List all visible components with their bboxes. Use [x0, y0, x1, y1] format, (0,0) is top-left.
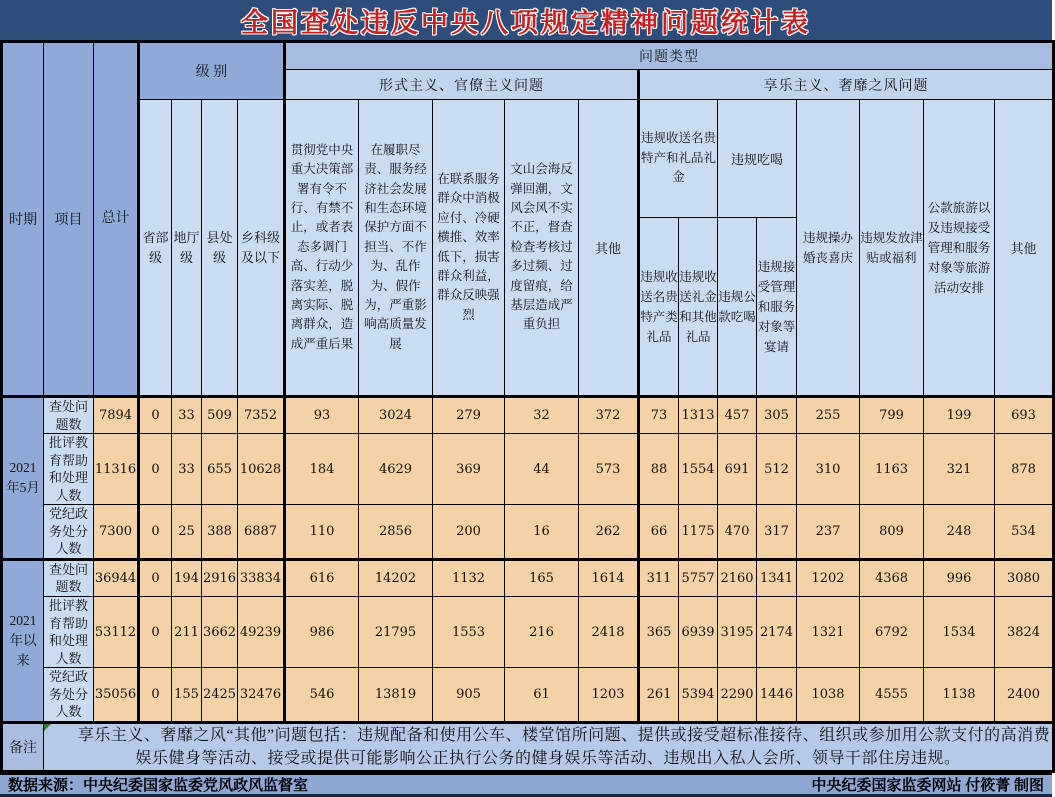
- data-cell: 1321: [797, 597, 860, 668]
- data-cell: 1038: [797, 668, 860, 723]
- data-cell: 1203: [579, 668, 639, 723]
- data-source-text: 数据来源：中央纪委国家监委党风政风监督室: [8, 778, 309, 795]
- remark-text: 享乐主义、奢靡之风“其他”问题包括：违规配备和使用公车、楼堂馆所问题、提供或接受超标准接待、组织或参加用公款支付的高消费娱乐健身等活动、接受或提供可能影响公正执行公务的健身娱乐等活动、违规出入私人会所、领导干部住房违规。: [77, 726, 1051, 768]
- col-group-formalism: 形式主义、官僚主义问题: [285, 70, 639, 100]
- data-cell: 66: [639, 505, 679, 560]
- data-cell: 194: [172, 559, 202, 596]
- data-cell: 237: [797, 505, 860, 560]
- data-cell: 1614: [579, 559, 639, 596]
- data-cell: 1341: [757, 559, 797, 596]
- table-row: [2, 597, 1054, 668]
- title-band: [0, 0, 1052, 40]
- data-cell: 0: [139, 559, 172, 596]
- col-header-formalism-1: 贯彻党中央重大决策部署有令不行、有禁不止，或者表态多调门高、行动少落实差，脱离实际、脱离群众，造成严重后果: [285, 100, 359, 397]
- data-cell: 36944: [94, 559, 139, 596]
- data-cell: 799: [860, 397, 924, 434]
- data-cell: 369: [433, 434, 505, 505]
- col-header-total: 总计: [94, 42, 139, 397]
- data-cell: 7300: [94, 505, 139, 560]
- table-row: [2, 397, 1054, 434]
- col-header-provincial: 省部级: [139, 100, 172, 397]
- data-cell: 0: [139, 505, 172, 560]
- data-cell: 216: [505, 597, 579, 668]
- data-cell: 33: [172, 397, 202, 434]
- data-cell: 2160: [718, 559, 757, 596]
- data-cell: 546: [285, 668, 359, 723]
- data-cell: 809: [860, 505, 924, 560]
- data-cell: 691: [718, 434, 757, 505]
- data-cell: 248: [924, 505, 995, 560]
- data-cell: 25: [172, 505, 202, 560]
- data-cell: 693: [995, 397, 1054, 434]
- data-cell: 262: [579, 505, 639, 560]
- data-cell: 986: [285, 597, 359, 668]
- data-cell: 1554: [679, 434, 718, 505]
- data-cell: 1313: [679, 397, 718, 434]
- data-cell: 11316: [94, 434, 139, 505]
- col-group-problem-type: 问题类型: [285, 42, 1054, 70]
- col-group-hedonism: 享乐主义、奢靡之风问题: [639, 70, 1054, 100]
- data-cell: 5394: [679, 668, 718, 723]
- data-cell: 2418: [579, 597, 639, 668]
- data-cell: 573: [579, 434, 639, 505]
- data-cell: 3824: [995, 597, 1054, 668]
- data-cell: 1553: [433, 597, 505, 668]
- col-header-gifts-specialty: 违规收送名贵特产类礼品: [639, 218, 679, 397]
- data-cell: 165: [505, 559, 579, 596]
- data-cell: 279: [433, 397, 505, 434]
- data-cell: 512: [757, 434, 797, 505]
- data-cell: 93: [285, 397, 359, 434]
- col-header-wedding-funeral: 违规操办婚丧喜庆: [797, 100, 860, 397]
- data-cell: 457: [718, 397, 757, 434]
- col-header-formalism-3: 在联系服务群众中消极应付、冷硬横推、效率低下，损害群众利益，群众反映强烈: [433, 100, 505, 397]
- data-cell: 388: [202, 505, 238, 560]
- col-header-gifts-money: 违规收送礼金和其他礼品: [679, 218, 718, 397]
- data-cell: 33: [172, 434, 202, 505]
- data-cell: 4555: [860, 668, 924, 723]
- comment-marker-triangle: [44, 724, 51, 731]
- data-cell: 211: [172, 597, 202, 668]
- data-cell: 2174: [757, 597, 797, 668]
- table-body: [2, 397, 1054, 723]
- data-cell: 0: [139, 397, 172, 434]
- data-cell: 1132: [433, 559, 505, 596]
- data-cell: 4629: [359, 434, 433, 505]
- data-cell: 6887: [238, 505, 285, 560]
- row-label: 党纪政务处分人数: [44, 505, 94, 560]
- data-cell: 365: [639, 597, 679, 668]
- data-cell: 1163: [860, 434, 924, 505]
- data-cell: 4368: [860, 559, 924, 596]
- table-row: [2, 505, 1054, 560]
- col-header-formalism-4: 文山会海反弹回潮，文风会风不实不正，督查检查考核过多过频、过度留痕，给基层造成严重负担: [505, 100, 579, 397]
- data-cell: 35056: [94, 668, 139, 723]
- data-cell: 255: [797, 397, 860, 434]
- data-cell: 5757: [679, 559, 718, 596]
- col-header-township: 乡科级及以下: [238, 100, 285, 397]
- data-cell: 0: [139, 597, 172, 668]
- data-cell: 878: [995, 434, 1054, 505]
- data-cell: 16: [505, 505, 579, 560]
- data-cell: 2856: [359, 505, 433, 560]
- data-cell: 2916: [202, 559, 238, 596]
- col-header-public-travel: 公款旅游以及违规接受管理和服务对象等旅游活动安排: [924, 100, 995, 397]
- data-cell: 200: [433, 505, 505, 560]
- col-header-county: 县处级: [202, 100, 238, 397]
- data-cell: 1534: [924, 597, 995, 668]
- col-header-prefecture: 地厅级: [172, 100, 202, 397]
- data-cell: 1446: [757, 668, 797, 723]
- remark-content: [44, 722, 1054, 771]
- period-label: 2021年以来: [2, 559, 44, 722]
- row-label: 党纪政务处分人数: [44, 668, 94, 723]
- data-cell: 3195: [718, 597, 757, 668]
- data-cell: 3024: [359, 397, 433, 434]
- table-row: [2, 559, 1054, 596]
- data-cell: 73: [639, 397, 679, 434]
- data-cell: 14202: [359, 559, 433, 596]
- col-header-allowance: 违规发放津贴或福利: [860, 100, 924, 397]
- data-cell: 1202: [797, 559, 860, 596]
- row-label: 批评教育帮助和处理人数: [44, 434, 94, 505]
- data-cell: 509: [202, 397, 238, 434]
- col-header-formalism-other: 其他: [579, 100, 639, 397]
- statistics-table: [0, 40, 1055, 773]
- data-cell: 261: [639, 668, 679, 723]
- data-cell: 905: [433, 668, 505, 723]
- col-header-period: 时期: [2, 42, 44, 397]
- data-cell: 7352: [238, 397, 285, 434]
- data-cell: 1175: [679, 505, 718, 560]
- credit-text: 中央纪委国家监委网站 付筱菁 制图: [811, 778, 1044, 795]
- col-group-level: 级 别: [139, 42, 285, 100]
- data-cell: 0: [139, 668, 172, 723]
- data-cell: 310: [797, 434, 860, 505]
- data-cell: 317: [757, 505, 797, 560]
- data-cell: 110: [285, 505, 359, 560]
- col-header-public-funds-dining: 违规公款吃喝: [718, 218, 757, 397]
- data-cell: 32: [505, 397, 579, 434]
- page-title: 全国查处违反中央八项规定精神问题统计表: [241, 7, 811, 38]
- data-cell: 470: [718, 505, 757, 560]
- data-cell: 33834: [238, 559, 285, 596]
- data-cell: 311: [639, 559, 679, 596]
- data-cell: 996: [924, 559, 995, 596]
- data-cell: 199: [924, 397, 995, 434]
- data-cell: 1138: [924, 668, 995, 723]
- data-cell: 10628: [238, 434, 285, 505]
- data-cell: 2400: [995, 668, 1054, 723]
- data-cell: 321: [924, 434, 995, 505]
- footer-band: [0, 773, 1052, 797]
- row-label: 批评教育帮助和处理人数: [44, 597, 94, 668]
- data-cell: 61: [505, 668, 579, 723]
- table-row: [2, 434, 1054, 505]
- data-cell: 655: [202, 434, 238, 505]
- col-group-eat-drink: 违规吃喝: [718, 100, 797, 218]
- data-cell: 534: [995, 505, 1054, 560]
- data-cell: 372: [579, 397, 639, 434]
- col-group-gifts: 违规收送名贵特产和礼品礼金: [639, 100, 718, 218]
- data-cell: 3662: [202, 597, 238, 668]
- data-cell: 49239: [238, 597, 285, 668]
- data-cell: 2290: [718, 668, 757, 723]
- data-cell: 44: [505, 434, 579, 505]
- data-cell: 155: [172, 668, 202, 723]
- data-cell: 13819: [359, 668, 433, 723]
- data-cell: 3080: [995, 559, 1054, 596]
- data-cell: 0: [139, 434, 172, 505]
- data-cell: 6792: [860, 597, 924, 668]
- data-cell: 184: [285, 434, 359, 505]
- data-cell: 88: [639, 434, 679, 505]
- data-cell: 305: [757, 397, 797, 434]
- row-label: 查处问题数: [44, 559, 94, 596]
- col-header-item: 项目: [44, 42, 94, 397]
- data-cell: 53112: [94, 597, 139, 668]
- col-header-formalism-2: 在履职尽责、服务经济社会发展和生态环境保护方面不担当、不作为、乱作为、假作为，严重影响高质量发展: [359, 100, 433, 397]
- data-cell: 6939: [679, 597, 718, 668]
- data-cell: 32476: [238, 668, 285, 723]
- row-label: 查处问题数: [44, 397, 94, 434]
- table-row: [2, 668, 1054, 723]
- data-cell: 2425: [202, 668, 238, 723]
- col-header-banquet: 违规接受管理和服务对象等宴请: [757, 218, 797, 397]
- col-header-hedonism-other: 其他: [995, 100, 1054, 397]
- remark-label: 备注: [2, 722, 44, 771]
- data-cell: 616: [285, 559, 359, 596]
- data-cell: 21795: [359, 597, 433, 668]
- period-label: 2021年5月: [2, 397, 44, 560]
- data-cell: 7894: [94, 397, 139, 434]
